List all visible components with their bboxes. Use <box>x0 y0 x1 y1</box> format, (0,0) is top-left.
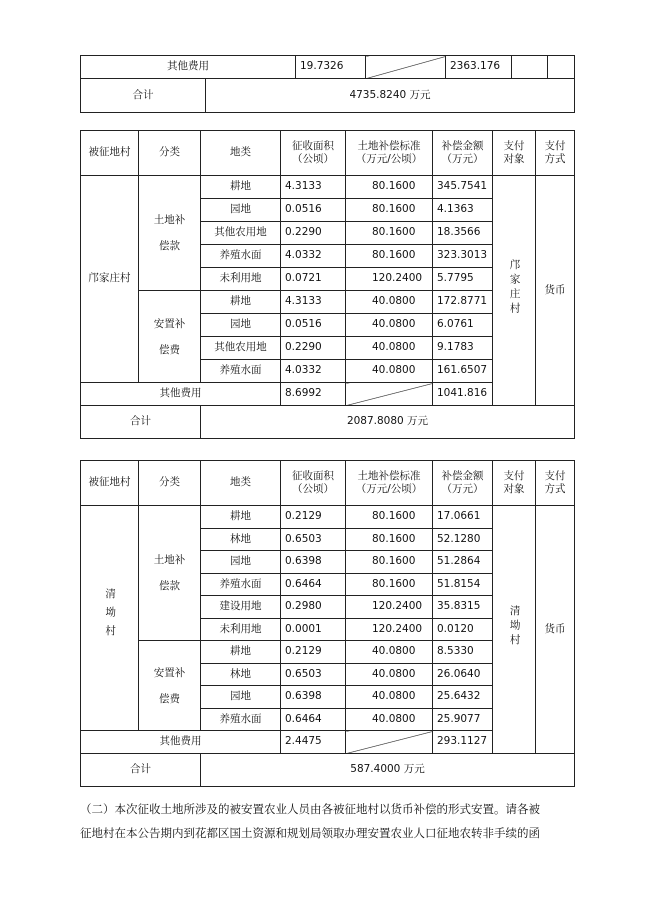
area-value: 4.0332 <box>281 360 346 383</box>
header-pay-to-line1: 支付 <box>503 139 525 152</box>
header-pay-to-line2: 对象 <box>503 153 525 165</box>
area-value: 0.2129 <box>281 506 346 529</box>
empty-cell <box>512 56 548 79</box>
top-summary-table <box>80 55 575 113</box>
pay-to <box>493 176 536 406</box>
amount-value: 9.1783 <box>433 337 493 360</box>
compensation-table-kuangjiazhuang <box>80 130 575 439</box>
total-label: 合计 <box>81 79 206 113</box>
empty-cell <box>548 56 575 79</box>
village-name <box>81 506 139 731</box>
header-area <box>281 131 346 176</box>
land-type: 耕地 <box>201 176 281 199</box>
standard-value: 40.0800 <box>346 314 433 337</box>
header-standard <box>346 131 433 176</box>
area-value: 0.2980 <box>281 596 346 619</box>
land-type: 林地 <box>201 663 281 686</box>
standard-value: 40.0800 <box>346 360 433 383</box>
header-area <box>281 461 346 506</box>
area-value: 0.0001 <box>281 618 346 641</box>
diagonal-cell <box>366 56 446 79</box>
header-standard <box>346 461 433 506</box>
land-type: 未利用地 <box>201 268 281 291</box>
category-resettlement <box>139 641 201 731</box>
standard-value: 40.0800 <box>346 641 433 664</box>
amount-value: 26.0640 <box>433 663 493 686</box>
area-value: 0.6464 <box>281 708 346 731</box>
area-value: 0.2290 <box>281 337 346 360</box>
category-label: 土地补偿款 <box>153 214 186 252</box>
standard-value: 80.1600 <box>346 222 433 245</box>
land-type: 其他农用地 <box>201 222 281 245</box>
land-type: 耕地 <box>201 291 281 314</box>
area-value: 0.6398 <box>281 551 346 574</box>
header-area-line1: 征收面积 <box>292 139 334 152</box>
standard-value: 40.0800 <box>346 686 433 709</box>
standard-value: 40.0800 <box>346 663 433 686</box>
header-amount <box>433 131 493 176</box>
standard-value: 80.1600 <box>346 199 433 222</box>
diagonal-cell <box>346 383 433 406</box>
amount-value: 4.1363 <box>433 199 493 222</box>
header-area-line2: （公顷） <box>292 483 334 495</box>
compensation-table-qingao <box>80 460 575 787</box>
area-value: 0.0721 <box>281 268 346 291</box>
land-type: 未利用地 <box>201 618 281 641</box>
header-standard-line2: （万元/公顷） <box>355 153 423 165</box>
standard-value: 40.0800 <box>346 708 433 731</box>
header-category: 分类 <box>139 131 201 176</box>
area-value: 0.6503 <box>281 663 346 686</box>
header-pay-method-line2: 方式 <box>544 483 566 495</box>
land-type: 园地 <box>201 551 281 574</box>
land-type: 园地 <box>201 686 281 709</box>
table-row <box>81 176 575 199</box>
land-type: 林地 <box>201 528 281 551</box>
area-value: 4.3133 <box>281 176 346 199</box>
other-fees-area: 2.4475 <box>281 731 346 754</box>
category-label: 安置补偿费 <box>153 317 186 356</box>
other-fees-label: 其他费用 <box>81 56 296 79</box>
header-pay-to-line2: 对象 <box>503 483 525 495</box>
land-type: 其他农用地 <box>201 337 281 360</box>
land-type: 建设用地 <box>201 596 281 619</box>
header-pay-method-line1: 支付 <box>544 469 566 482</box>
standard-value: 80.1600 <box>346 245 433 268</box>
amount-value: 0.0120 <box>433 618 493 641</box>
total-value: 2087.8080 万元 <box>201 406 575 439</box>
category-resettlement <box>139 291 201 383</box>
header-pay-to-line1: 支付 <box>503 469 525 482</box>
standard-value: 120.2400 <box>346 618 433 641</box>
header-category: 分类 <box>139 461 201 506</box>
category-label: 土地补偿款 <box>153 554 186 592</box>
total-label: 合计 <box>81 406 201 439</box>
other-fees-area: 19.7326 <box>296 56 366 79</box>
amount-value: 25.6432 <box>433 686 493 709</box>
resettlement-paragraph <box>80 797 580 845</box>
total-value: 587.4000 万元 <box>201 753 575 786</box>
pay-method: 货币 <box>536 506 575 754</box>
area-value: 0.0516 <box>281 199 346 222</box>
standard-value: 40.0800 <box>346 337 433 360</box>
header-amount-line1: 补偿金额 <box>441 139 484 152</box>
total-value: 4735.8240 万元 <box>206 79 575 113</box>
category-land-compensation <box>139 506 201 641</box>
header-amount-line2: （万元） <box>441 153 484 165</box>
header-village: 被征地村 <box>81 461 139 506</box>
land-type: 养殖水面 <box>201 573 281 596</box>
header-pay-to <box>493 131 536 176</box>
standard-value: 80.1600 <box>346 551 433 574</box>
category-land-compensation <box>139 176 201 291</box>
header-pay-method-line1: 支付 <box>544 139 566 152</box>
amount-value: 345.7541 <box>433 176 493 199</box>
category-label: 安置补偿费 <box>153 666 186 705</box>
header-amount-line1: 补偿金额 <box>441 469 484 482</box>
header-amount <box>433 461 493 506</box>
header-area-line1: 征收面积 <box>292 469 334 482</box>
other-fees-area: 8.6992 <box>281 383 346 406</box>
header-land-type: 地类 <box>201 461 281 506</box>
header-pay-method <box>536 131 575 176</box>
standard-value: 120.2400 <box>346 596 433 619</box>
pay-method: 货币 <box>536 176 575 406</box>
village-name: 邝家庄村 <box>81 176 139 383</box>
header-area-line2: （公顷） <box>292 153 334 165</box>
amount-value: 35.8315 <box>433 596 493 619</box>
standard-value: 80.1600 <box>346 506 433 529</box>
paragraph-line: （二）本次征收土地所涉及的被安置农业人员由各被征地村以货币补偿的形式安置。请各被 <box>80 802 540 816</box>
land-type: 养殖水面 <box>201 245 281 268</box>
amount-value: 172.8771 <box>433 291 493 314</box>
amount-value: 8.5330 <box>433 641 493 664</box>
header-pay-method <box>536 461 575 506</box>
pay-to-label: 清坳村 <box>508 605 521 649</box>
amount-value: 18.3566 <box>433 222 493 245</box>
land-type: 耕地 <box>201 641 281 664</box>
area-value: 0.6503 <box>281 528 346 551</box>
paragraph-line: 征地村在本公告期内到花都区国土资源和规划局领取办理安置农业人口征地农转非手续的函 <box>80 826 540 840</box>
amount-value: 52.1280 <box>433 528 493 551</box>
pay-to-label: 邝家庄村 <box>508 259 521 318</box>
header-pay-method-line2: 方式 <box>544 153 566 165</box>
other-fees-label: 其他费用 <box>81 383 281 406</box>
area-value: 0.6398 <box>281 686 346 709</box>
amount-value: 161.6507 <box>433 360 493 383</box>
amount-value: 51.2864 <box>433 551 493 574</box>
header-standard-line1: 土地补偿标准 <box>357 469 421 482</box>
land-type: 园地 <box>201 314 281 337</box>
total-label: 合计 <box>81 753 201 786</box>
header-pay-to <box>493 461 536 506</box>
standard-value: 120.2400 <box>346 268 433 291</box>
other-fees-amount: 293.1127 <box>433 731 493 754</box>
area-value: 4.0332 <box>281 245 346 268</box>
amount-value: 17.0661 <box>433 506 493 529</box>
standard-value: 80.1600 <box>346 573 433 596</box>
other-fees-label: 其他费用 <box>81 731 281 754</box>
area-value: 0.0516 <box>281 314 346 337</box>
other-fees-amount: 1041.816 <box>433 383 493 406</box>
area-value: 0.6464 <box>281 573 346 596</box>
amount-value: 323.3013 <box>433 245 493 268</box>
header-amount-line2: （万元） <box>441 483 484 495</box>
amount-value: 25.9077 <box>433 708 493 731</box>
header-land-type: 地类 <box>201 131 281 176</box>
village-name-label: 清坳村 <box>104 588 117 644</box>
area-value: 0.2129 <box>281 641 346 664</box>
amount-value: 5.7795 <box>433 268 493 291</box>
land-type: 园地 <box>201 199 281 222</box>
other-fees-amount: 2363.176 <box>446 56 512 79</box>
land-type: 养殖水面 <box>201 708 281 731</box>
diagonal-cell <box>346 731 433 754</box>
land-type: 养殖水面 <box>201 360 281 383</box>
header-village: 被征地村 <box>81 131 139 176</box>
header-standard-line2: （万元/公顷） <box>355 483 423 495</box>
standard-value: 80.1600 <box>346 176 433 199</box>
area-value: 4.3133 <box>281 291 346 314</box>
area-value: 0.2290 <box>281 222 346 245</box>
pay-to <box>493 506 536 754</box>
standard-value: 80.1600 <box>346 528 433 551</box>
land-type: 耕地 <box>201 506 281 529</box>
amount-value: 6.0761 <box>433 314 493 337</box>
table-row <box>81 506 575 529</box>
amount-value: 51.8154 <box>433 573 493 596</box>
standard-value: 40.0800 <box>346 291 433 314</box>
header-standard-line1: 土地补偿标准 <box>357 139 421 152</box>
